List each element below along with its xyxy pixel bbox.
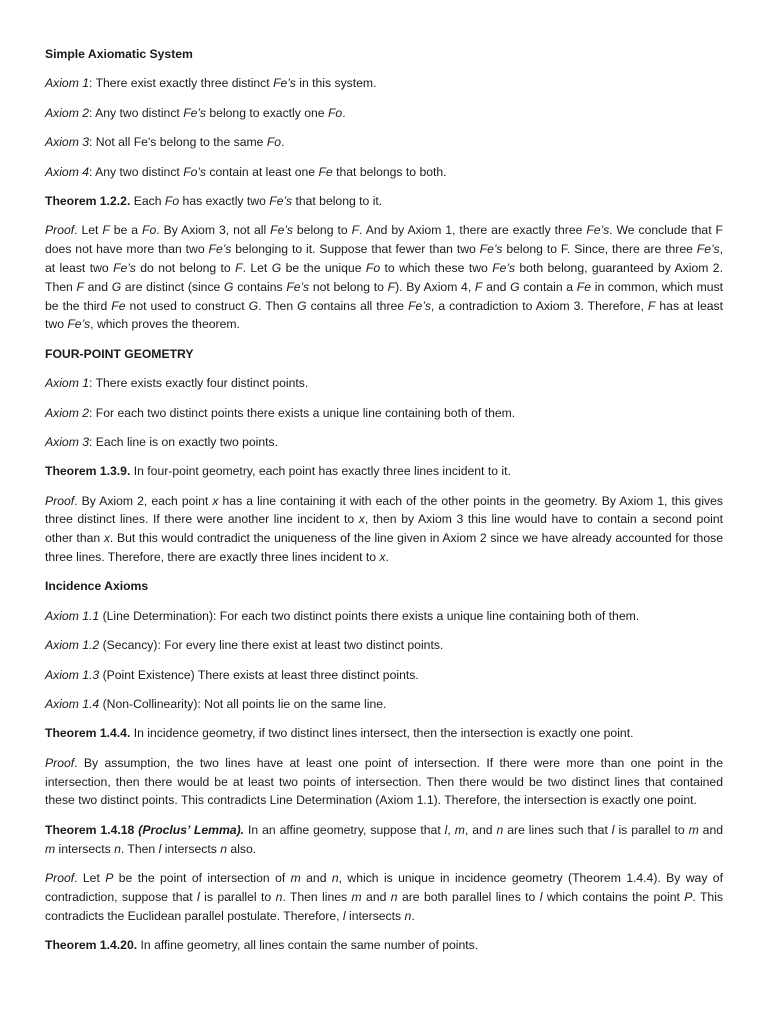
italic-text: m bbox=[351, 889, 362, 904]
italic-text: F bbox=[647, 298, 656, 313]
text-run: : There exists exactly four distinct points. bbox=[89, 376, 309, 391]
paragraph bbox=[45, 666, 723, 685]
italic-text: Fe’s bbox=[67, 317, 91, 332]
italic-text: n bbox=[404, 908, 412, 923]
text-run: . bbox=[342, 105, 346, 120]
italic-text: Axiom 1.3 bbox=[45, 667, 100, 682]
italic-text: Fe bbox=[318, 164, 333, 179]
text-run: . Then bbox=[120, 841, 159, 856]
bold-text: Theorem 1.4.20. bbox=[45, 937, 138, 952]
bold-text: Theorem 1.4.18 bbox=[45, 822, 135, 837]
paragraph bbox=[45, 869, 723, 925]
text-run: both belong, guaranteed by Axiom 2. Then bbox=[45, 260, 723, 294]
italic-text: Proof bbox=[45, 755, 75, 770]
paragraph bbox=[45, 754, 723, 810]
italic-text: Proof bbox=[45, 223, 75, 238]
text-run: . We conclude that F does not have more than two bbox=[45, 223, 723, 257]
italic-text: G bbox=[510, 279, 520, 294]
italic-text: G bbox=[111, 279, 122, 294]
italic-text: Fe’s bbox=[479, 242, 503, 257]
italic-text: n bbox=[275, 889, 283, 904]
italic-text: Axiom 1 bbox=[45, 376, 90, 391]
italic-text: l bbox=[197, 889, 200, 904]
section-heading bbox=[45, 45, 723, 64]
paragraph bbox=[45, 404, 723, 423]
text-run: (Non-Collinearity): Not all points lie on the same line. bbox=[99, 697, 387, 712]
italic-text: x bbox=[212, 493, 219, 508]
text-run: belong to exactly one bbox=[206, 105, 328, 120]
text-run: has exactly two bbox=[179, 193, 270, 208]
italic-text: Axiom 1.1 bbox=[45, 608, 100, 623]
italic-text: l bbox=[539, 889, 543, 904]
text-run: which contains the point bbox=[542, 889, 685, 904]
text-run: to which these two bbox=[380, 260, 493, 275]
bold-text: Theorem 1.2.2. bbox=[45, 193, 131, 208]
paragraph bbox=[45, 821, 723, 859]
italic-text: F bbox=[351, 223, 360, 238]
paragraph bbox=[45, 133, 723, 152]
text-run: , at least two bbox=[45, 242, 723, 275]
italic-text: n bbox=[114, 841, 121, 856]
text-run: that belong to it. bbox=[292, 193, 383, 208]
italic-text: m bbox=[454, 822, 465, 837]
italic-text: Axiom 2 bbox=[45, 105, 90, 120]
text-run: Each bbox=[130, 193, 165, 208]
italic-text: Axiom 2 bbox=[45, 405, 90, 420]
text-run: are distinct (since bbox=[121, 279, 225, 294]
text-run: be the unique bbox=[281, 260, 366, 275]
text-run: . And by Axiom 1, there are exactly three bbox=[359, 223, 587, 238]
text-run: not belong to bbox=[309, 279, 388, 294]
text-run: intersects bbox=[161, 841, 221, 856]
italic-text: Fo bbox=[327, 105, 343, 120]
paragraph bbox=[45, 433, 723, 452]
paragraph bbox=[45, 374, 723, 393]
text-run: (Point Existence) There exists at least three distinct points. bbox=[99, 667, 419, 682]
paragraph bbox=[45, 936, 723, 955]
text-run: : Any two distinct bbox=[89, 164, 184, 179]
paragraph bbox=[45, 607, 723, 626]
text-run: . Let bbox=[74, 870, 106, 885]
text-run: . But this would contradict the uniqueness of the line given in Axiom 2 since we have already accounted for those three lines. Therefore, there are exactly three lines incident to bbox=[45, 531, 723, 565]
italic-text: F bbox=[235, 260, 243, 275]
text-run: . bbox=[411, 908, 415, 923]
italic-text: Fe bbox=[111, 298, 126, 313]
text-run: . Let bbox=[74, 223, 103, 238]
bold-text: Incidence Axioms bbox=[45, 579, 149, 594]
italic-text: Fe bbox=[576, 279, 592, 294]
italic-text: Fo bbox=[164, 193, 180, 208]
text-run: . By Axiom 2, each point bbox=[74, 493, 213, 508]
bold-text: Theorem 1.3.9. bbox=[45, 464, 131, 479]
italic-text: Proof bbox=[45, 870, 75, 885]
text-run: . bbox=[281, 135, 285, 150]
italic-text: G bbox=[224, 279, 234, 294]
text-run: : Not all Fe's belong to the same bbox=[89, 135, 267, 150]
text-run: , which proves the theorem. bbox=[90, 317, 240, 332]
paragraph bbox=[45, 163, 723, 182]
italic-text: x bbox=[103, 531, 110, 546]
text-run: intersects bbox=[345, 908, 405, 923]
italic-text: n bbox=[390, 889, 398, 904]
text-run: contain a bbox=[519, 279, 577, 294]
text-run: . bbox=[385, 550, 389, 565]
bold-text: FOUR-POINT GEOMETRY bbox=[45, 346, 194, 361]
italic-text: Fo bbox=[266, 135, 282, 150]
text-run: that belongs to both. bbox=[332, 164, 447, 179]
italic-text: Fe’s bbox=[286, 279, 310, 294]
section-heading bbox=[45, 577, 723, 596]
italic-text: Fo bbox=[142, 223, 157, 238]
text-run: : There exist exactly three distinct bbox=[89, 76, 274, 91]
text-run: : For each two distinct points there exists a unique line containing both of them. bbox=[89, 405, 516, 420]
text-run: (Line Determination): For each two distinct points there exists a unique line containing both of them. bbox=[99, 608, 640, 623]
bold-text: (Proclus’ Lemma). bbox=[138, 822, 245, 837]
italic-text: Fe’s bbox=[273, 76, 296, 91]
bold-text: Theorem 1.4.4. bbox=[45, 726, 131, 741]
italic-text: Axiom 1 bbox=[45, 76, 90, 91]
italic-text: Fo’s bbox=[183, 164, 206, 179]
italic-text: P bbox=[684, 889, 693, 904]
paragraph bbox=[45, 74, 723, 93]
text-run: , a contradiction to Axiom 3. Therefore, bbox=[430, 298, 648, 313]
text-run: and bbox=[361, 889, 391, 904]
text-run: belong to F. Since, there are three bbox=[502, 242, 697, 257]
text-run: . Then bbox=[258, 298, 298, 313]
text-run: has at least two bbox=[45, 298, 723, 332]
text-run: be a bbox=[109, 223, 143, 238]
italic-text: Axiom 3 bbox=[45, 434, 90, 449]
italic-text: Fe’s bbox=[113, 260, 136, 275]
text-run: and bbox=[698, 822, 723, 837]
italic-text: Fe’s bbox=[208, 242, 232, 257]
italic-text: Fe’s bbox=[696, 242, 720, 257]
text-run: . By Axiom 3, not all bbox=[156, 223, 271, 238]
text-run: contains all three bbox=[306, 298, 409, 313]
italic-text: F bbox=[76, 279, 84, 294]
italic-text: Fe’s bbox=[269, 193, 293, 208]
text-run: . Let bbox=[242, 260, 272, 275]
text-run: are both parallel lines to bbox=[397, 889, 540, 904]
text-run: be the point of intersection of bbox=[113, 870, 291, 885]
italic-text: n bbox=[496, 822, 504, 837]
paragraph bbox=[45, 636, 723, 655]
text-run: : Any two distinct bbox=[89, 105, 184, 120]
italic-text: x bbox=[358, 512, 365, 527]
italic-text: Fe’s bbox=[586, 223, 610, 238]
text-run: In four-point geometry, each point has exactly three lines incident to it. bbox=[130, 464, 511, 479]
text-run: is parallel to bbox=[614, 822, 689, 837]
italic-text: Fe’s bbox=[270, 223, 293, 238]
italic-text: n bbox=[220, 841, 228, 856]
text-run: contains bbox=[233, 279, 287, 294]
paragraph bbox=[45, 462, 723, 481]
text-run: . By assumption, the two lines have at least one point of intersection. If there were more than one point in the intersection, then there would be at least two points of intersection. Then there would be two distinct lines that contained these two distinct points. This contradicts Line Determination (Axiom 1.1). Therefore, the intersection is exactly one point. bbox=[45, 755, 723, 808]
text-run: In incidence geometry, if two distinct lines intersect, then the intersection is exactly one point. bbox=[130, 726, 634, 741]
italic-text: l bbox=[444, 822, 448, 837]
text-run: is parallel to bbox=[199, 889, 276, 904]
italic-text: F bbox=[387, 279, 396, 294]
italic-text: Fe’s bbox=[408, 298, 431, 313]
text-run: are lines such that bbox=[503, 822, 612, 837]
paragraph bbox=[45, 492, 723, 567]
italic-text: Fe’s bbox=[183, 105, 206, 120]
italic-text: Axiom 1.4 bbox=[45, 697, 100, 712]
text-run: and bbox=[83, 279, 112, 294]
paragraph bbox=[45, 695, 723, 714]
text-run: In affine geometry, all lines contain the same number of points. bbox=[137, 937, 479, 952]
italic-text: F bbox=[102, 223, 110, 238]
text-run: . Then lines bbox=[282, 889, 352, 904]
italic-text: G bbox=[297, 298, 307, 313]
text-run: also. bbox=[227, 841, 257, 856]
text-run: contain at least one bbox=[206, 164, 319, 179]
text-run: In an affine geometry, suppose that bbox=[244, 822, 445, 837]
section-heading bbox=[45, 345, 723, 364]
paragraph bbox=[45, 192, 723, 211]
text-run: , and bbox=[464, 822, 497, 837]
bold-text: Simple Axiomatic System bbox=[45, 47, 193, 61]
text-run: : Each line is on exactly two points. bbox=[89, 434, 279, 449]
paragraph bbox=[45, 104, 723, 123]
italic-text: Axiom 4 bbox=[45, 164, 90, 179]
text-run: and bbox=[300, 870, 332, 885]
italic-text: l bbox=[158, 841, 162, 856]
text-run: , which is unique in incidence geometry (Theorem 1.4.4). By way of contradiction, suppose that bbox=[45, 870, 723, 904]
italic-text: Axiom 3 bbox=[45, 135, 90, 150]
text-run: , then by Axiom 3 this line would have to contain a second point other than bbox=[45, 512, 723, 546]
text-run: in this system. bbox=[295, 76, 377, 91]
italic-text: G bbox=[248, 298, 259, 313]
text-run: ). By Axiom 4, bbox=[395, 279, 475, 294]
italic-text: x bbox=[379, 550, 386, 565]
italic-text: Axiom 1.2 bbox=[45, 638, 100, 653]
text-run: belonging to it. Suppose that fewer than two bbox=[231, 242, 480, 257]
italic-text: Fe’s bbox=[492, 260, 515, 275]
italic-text: Proof bbox=[45, 493, 75, 508]
text-run: has a line containing it with each of the other points in the geometry. By Axiom 1, this gives three distinct lines. If there were another line incident to bbox=[45, 493, 723, 527]
text-run: belong to bbox=[292, 223, 352, 238]
italic-text: l bbox=[342, 908, 346, 923]
text-run: not used to construct bbox=[125, 298, 249, 313]
text-run: . This contradicts the Euclidean parallel postulate. Therefore, bbox=[45, 889, 723, 923]
italic-text: m bbox=[45, 841, 56, 856]
italic-text: m bbox=[688, 822, 699, 837]
paragraph bbox=[45, 221, 723, 334]
italic-text: G bbox=[271, 260, 282, 275]
text-run: (Secancy): For every line there exist at least two distinct points. bbox=[99, 638, 444, 653]
italic-text: m bbox=[290, 870, 301, 885]
text-run: in common, which must be the third bbox=[45, 279, 724, 313]
italic-text: Fo bbox=[365, 260, 381, 275]
italic-text: P bbox=[105, 870, 114, 885]
italic-text: n bbox=[331, 870, 339, 885]
text-run: , bbox=[447, 822, 455, 837]
paragraph bbox=[45, 724, 723, 743]
italic-text: F bbox=[474, 279, 483, 294]
text-run: do not belong to bbox=[135, 260, 236, 275]
italic-text: l bbox=[611, 822, 615, 837]
text-run: and bbox=[482, 279, 511, 294]
text-run: intersects bbox=[55, 841, 115, 856]
